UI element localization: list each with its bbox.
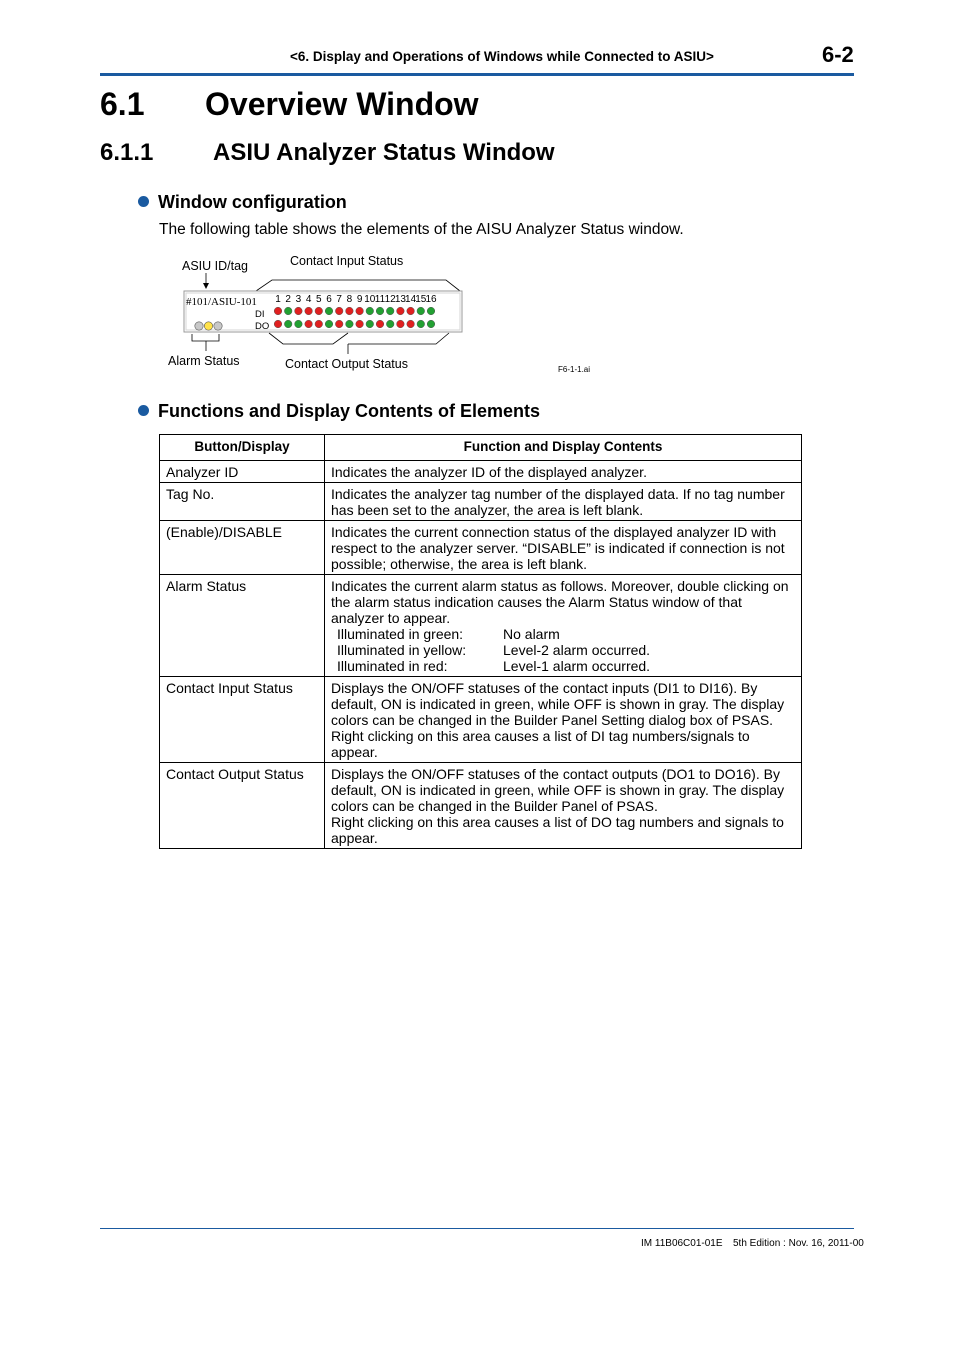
window-configuration-heading [138, 192, 347, 213]
contact-input-status-label: Contact Input Status [290, 254, 404, 268]
do-lamp[interactable] [356, 320, 364, 328]
channel-number: 4 [305, 294, 312, 305]
do-lamp[interactable] [315, 320, 323, 328]
do-lamp[interactable] [346, 320, 354, 328]
element-description: Displays the ON/OFF statuses of the contact outputs (DO1 to DO16). By default, ON is indicated in green, while OFF is shown in gray. The display colors can be changed in the Builder Panel of PSAS. Right clicking on this area causes a list of DO tag numbers and signals to appear. [325, 763, 802, 849]
intro-paragraph: The following table shows the elements of the AISU Analyzer Status window. [159, 221, 684, 238]
alarm-status-label: Alarm Status [168, 354, 240, 368]
status-window-figure [160, 250, 620, 380]
di-row-label: DI [255, 309, 265, 320]
subsection-title: ASIU Analyzer Status Window [213, 139, 555, 166]
di-lamp[interactable] [305, 307, 313, 315]
element-description: Displays the ON/OFF statuses of the contact inputs (DI1 to DI16). By default, ON is indicated in green, while OFF is shown in gray. The display colors can be changed in the Builder Panel Setting dialog box of PSAS. Right clicking on this area causes a list of DI tag numbers/signals to appear. [325, 677, 802, 763]
element-name: Contact Input Status [160, 677, 325, 763]
do-lamp[interactable] [407, 320, 415, 328]
di-lamp[interactable] [346, 307, 354, 315]
channel-number: 11 [374, 294, 386, 305]
element-name: Analyzer ID [160, 461, 325, 483]
channel-number: 15 [415, 294, 427, 305]
running-header: <6. Display and Operations of Windows while Connected to ASIU> [290, 49, 714, 64]
di-lamp[interactable] [366, 307, 374, 315]
element-name: Contact Output Status [160, 763, 325, 849]
section-number: 6.1 [100, 86, 145, 122]
di-lamp[interactable] [325, 307, 333, 315]
do-lamp[interactable] [335, 320, 343, 328]
column-header: Button/Display [160, 435, 325, 461]
element-name: Alarm Status [160, 575, 325, 677]
alarm-state-item: Illuminated in green: No alarm [337, 626, 560, 642]
channel-number: 16 [425, 294, 437, 305]
subsection-number: 6.1.1 [100, 139, 154, 166]
bullet-icon [138, 196, 149, 207]
element-description: Indicates the analyzer ID of the displayed analyzer. [325, 461, 802, 483]
di-lamp[interactable] [407, 307, 415, 315]
do-lamp[interactable] [376, 320, 384, 328]
di-lamp[interactable] [386, 307, 394, 315]
table-header-row [160, 435, 802, 461]
status-window-diagram [160, 250, 620, 380]
di-lamp[interactable] [417, 307, 425, 315]
doc-number: IM 11B06C01-01E [641, 1238, 723, 1249]
element-description [325, 575, 802, 677]
asiu-id-tag-label: ASIU ID/tag [182, 259, 248, 273]
do-lamp[interactable] [295, 320, 303, 328]
section-heading [100, 86, 479, 123]
channel-number: 3 [295, 294, 302, 305]
alarm-state-list [337, 626, 650, 674]
section-title: Overview Window [205, 86, 479, 122]
footer-rule [100, 1228, 854, 1229]
channel-number: 2 [285, 294, 291, 305]
window-configuration-title: Window configuration [158, 192, 347, 212]
channel-number: 14 [405, 294, 417, 305]
do-lamp[interactable] [397, 320, 405, 328]
alarm-status-lamp[interactable] [214, 322, 222, 330]
do-lamp[interactable] [274, 320, 282, 328]
page-number: 6-2 [822, 42, 854, 67]
table-row [160, 521, 802, 575]
channel-number: 8 [346, 294, 353, 305]
element-name: Tag No. [160, 483, 325, 521]
channel-number: 6 [326, 294, 332, 305]
di-lamp[interactable] [397, 307, 405, 315]
di-lamp[interactable] [335, 307, 343, 315]
element-description: Indicates the analyzer tag number of the displayed data. If no tag number has been set to the analyzer, the area is left blank. [325, 483, 802, 521]
di-lamp[interactable] [274, 307, 282, 315]
window-id-tag[interactable]: #101/ASIU-101 [186, 296, 257, 308]
di-lamp[interactable] [295, 307, 303, 315]
alarm-status-lamp[interactable] [204, 322, 212, 330]
table-row [160, 677, 802, 763]
edition: 5th Edition : Nov. 16, 2011-00 [733, 1238, 864, 1249]
channel-number: 12 [384, 294, 396, 305]
di-lamp[interactable] [376, 307, 384, 315]
subsection-heading [100, 139, 555, 167]
do-lamp[interactable] [305, 320, 313, 328]
figure-id: F6-1-1.ai [558, 365, 591, 374]
alarm-state-item: Illuminated in yellow: Level-2 alarm occurred. [337, 642, 651, 658]
channel-number: 1 [275, 294, 281, 305]
do-lamp[interactable] [417, 320, 425, 328]
do-lamp[interactable] [325, 320, 333, 328]
di-lamp[interactable] [315, 307, 323, 315]
channel-number: 5 [316, 294, 322, 305]
di-lamp[interactable] [284, 307, 292, 315]
alarm-state-item: Illuminated in red: Level-1 alarm occurred. [337, 658, 651, 674]
channel-number: 7 [336, 294, 342, 305]
element-description: Indicates the current connection status of the displayed analyzer ID with respect to the analyzer server. “DISABLE” is indicated if connection is not possible; otherwise, the area is left blank. [325, 521, 802, 575]
channel-number: 10 [364, 294, 376, 305]
table-row [160, 575, 802, 677]
do-lamp[interactable] [284, 320, 292, 328]
bullet-icon [138, 405, 149, 416]
do-lamp[interactable] [427, 320, 435, 328]
functions-title: Functions and Display Contents of Elements [158, 401, 541, 421]
do-lamp[interactable] [366, 320, 374, 328]
table-row [160, 763, 802, 849]
di-lamp[interactable] [427, 307, 435, 315]
column-header: Function and Display Contents [325, 435, 802, 461]
table-row [160, 461, 802, 483]
functions-table [159, 434, 802, 849]
element-name: (Enable)/DISABLE [160, 521, 325, 575]
alarm-status-description: Indicates the current alarm status as follows. Moreover, double clicking on the alarm status indication causes the Alarm Status window of that analyzer to appear. [331, 578, 789, 626]
functions-heading [138, 401, 540, 422]
di-lamp[interactable] [356, 307, 364, 315]
contact-output-status-label: Contact Output Status [285, 357, 408, 371]
do-lamp[interactable] [386, 320, 394, 328]
alarm-status-lamp[interactable] [195, 322, 203, 330]
channel-number: 9 [356, 294, 363, 305]
header-rule [100, 73, 854, 76]
channel-number: 13 [394, 294, 406, 305]
table-row [160, 483, 802, 521]
do-row-label: DO [255, 321, 270, 332]
